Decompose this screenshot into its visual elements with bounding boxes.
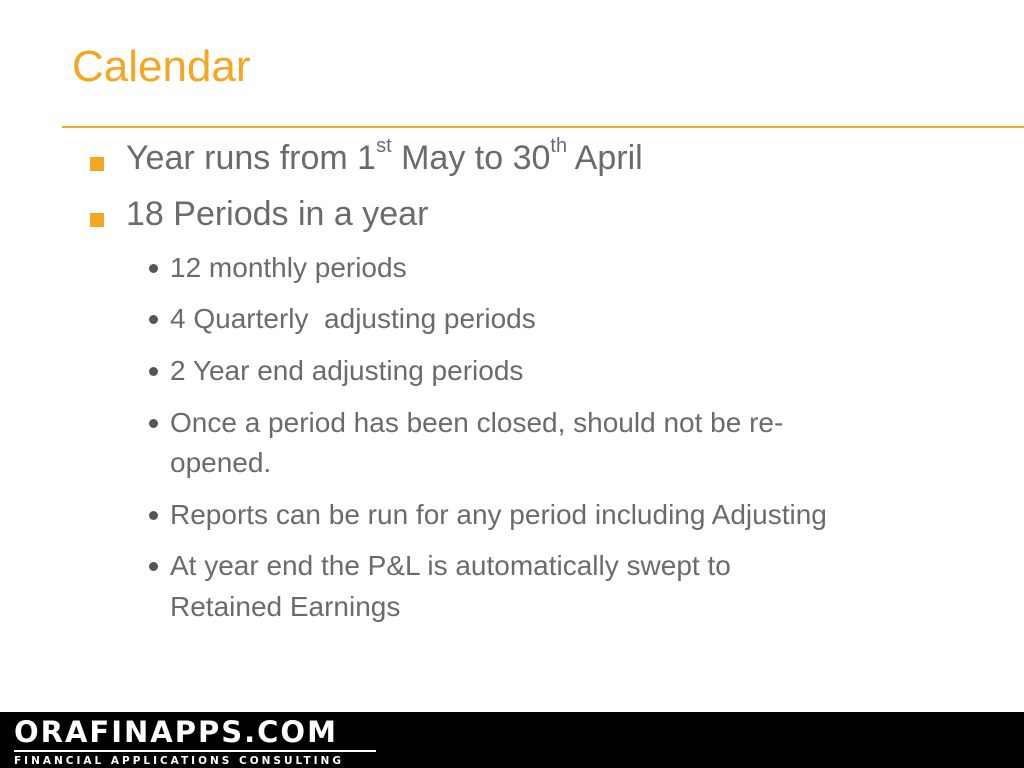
sub-bullet-text: 12 monthly periods	[170, 251, 407, 283]
ordinal-suffix: th	[550, 134, 568, 157]
dot-bullet-icon	[149, 367, 158, 376]
sub-bullet-text: Once a period has been closed, should not be re-opened.	[170, 406, 784, 479]
dot-bullet-icon	[149, 264, 158, 273]
bullet-year-runs	[88, 136, 988, 182]
square-bullet-icon	[90, 157, 104, 171]
sub-bullet-text: 4 Quarterly adjusting periods	[170, 303, 536, 335]
logo-wordmark: ORAFINAPPS.COM	[14, 715, 338, 749]
square-bullet-icon	[90, 213, 104, 227]
bullet-text-part: May to 30	[391, 139, 551, 177]
bullet-text-part: April	[567, 139, 643, 177]
slide-content	[88, 136, 988, 639]
ordinal-suffix: st	[376, 134, 392, 157]
dot-bullet-icon	[149, 511, 158, 520]
sub-bullet-quarterly	[88, 299, 830, 340]
sub-bullet-closed-period	[88, 403, 830, 484]
sub-bullet-year-end-sweep	[88, 546, 830, 627]
bullet-periods	[88, 192, 988, 238]
dot-bullet-icon	[149, 562, 158, 571]
dot-bullet-icon	[149, 419, 158, 428]
bullet-text-part: Year runs from 1	[126, 139, 377, 177]
logo-tagline: FINANCIAL APPLICATIONS CONSULTING	[14, 755, 344, 767]
sub-bullet-text: 2 Year end adjusting periods	[170, 354, 524, 386]
footer-bar	[0, 712, 1024, 768]
company-logo	[14, 716, 378, 767]
title-divider	[62, 126, 1024, 128]
sub-bullet-reports	[88, 495, 830, 536]
dot-bullet-icon	[149, 315, 158, 324]
sub-bullet-year-end	[88, 351, 830, 392]
sub-bullet-text: At year end the P&L is automatically swept to Retained Earnings	[170, 550, 731, 622]
slide-title: Calendar	[72, 42, 251, 91]
sub-bullet-text: Reports can be run for any period including Adjusting	[170, 498, 827, 530]
sub-bullet-monthly	[88, 248, 830, 289]
logo-divider	[14, 750, 376, 752]
bullet-text: 18 Periods in a year	[126, 194, 429, 233]
